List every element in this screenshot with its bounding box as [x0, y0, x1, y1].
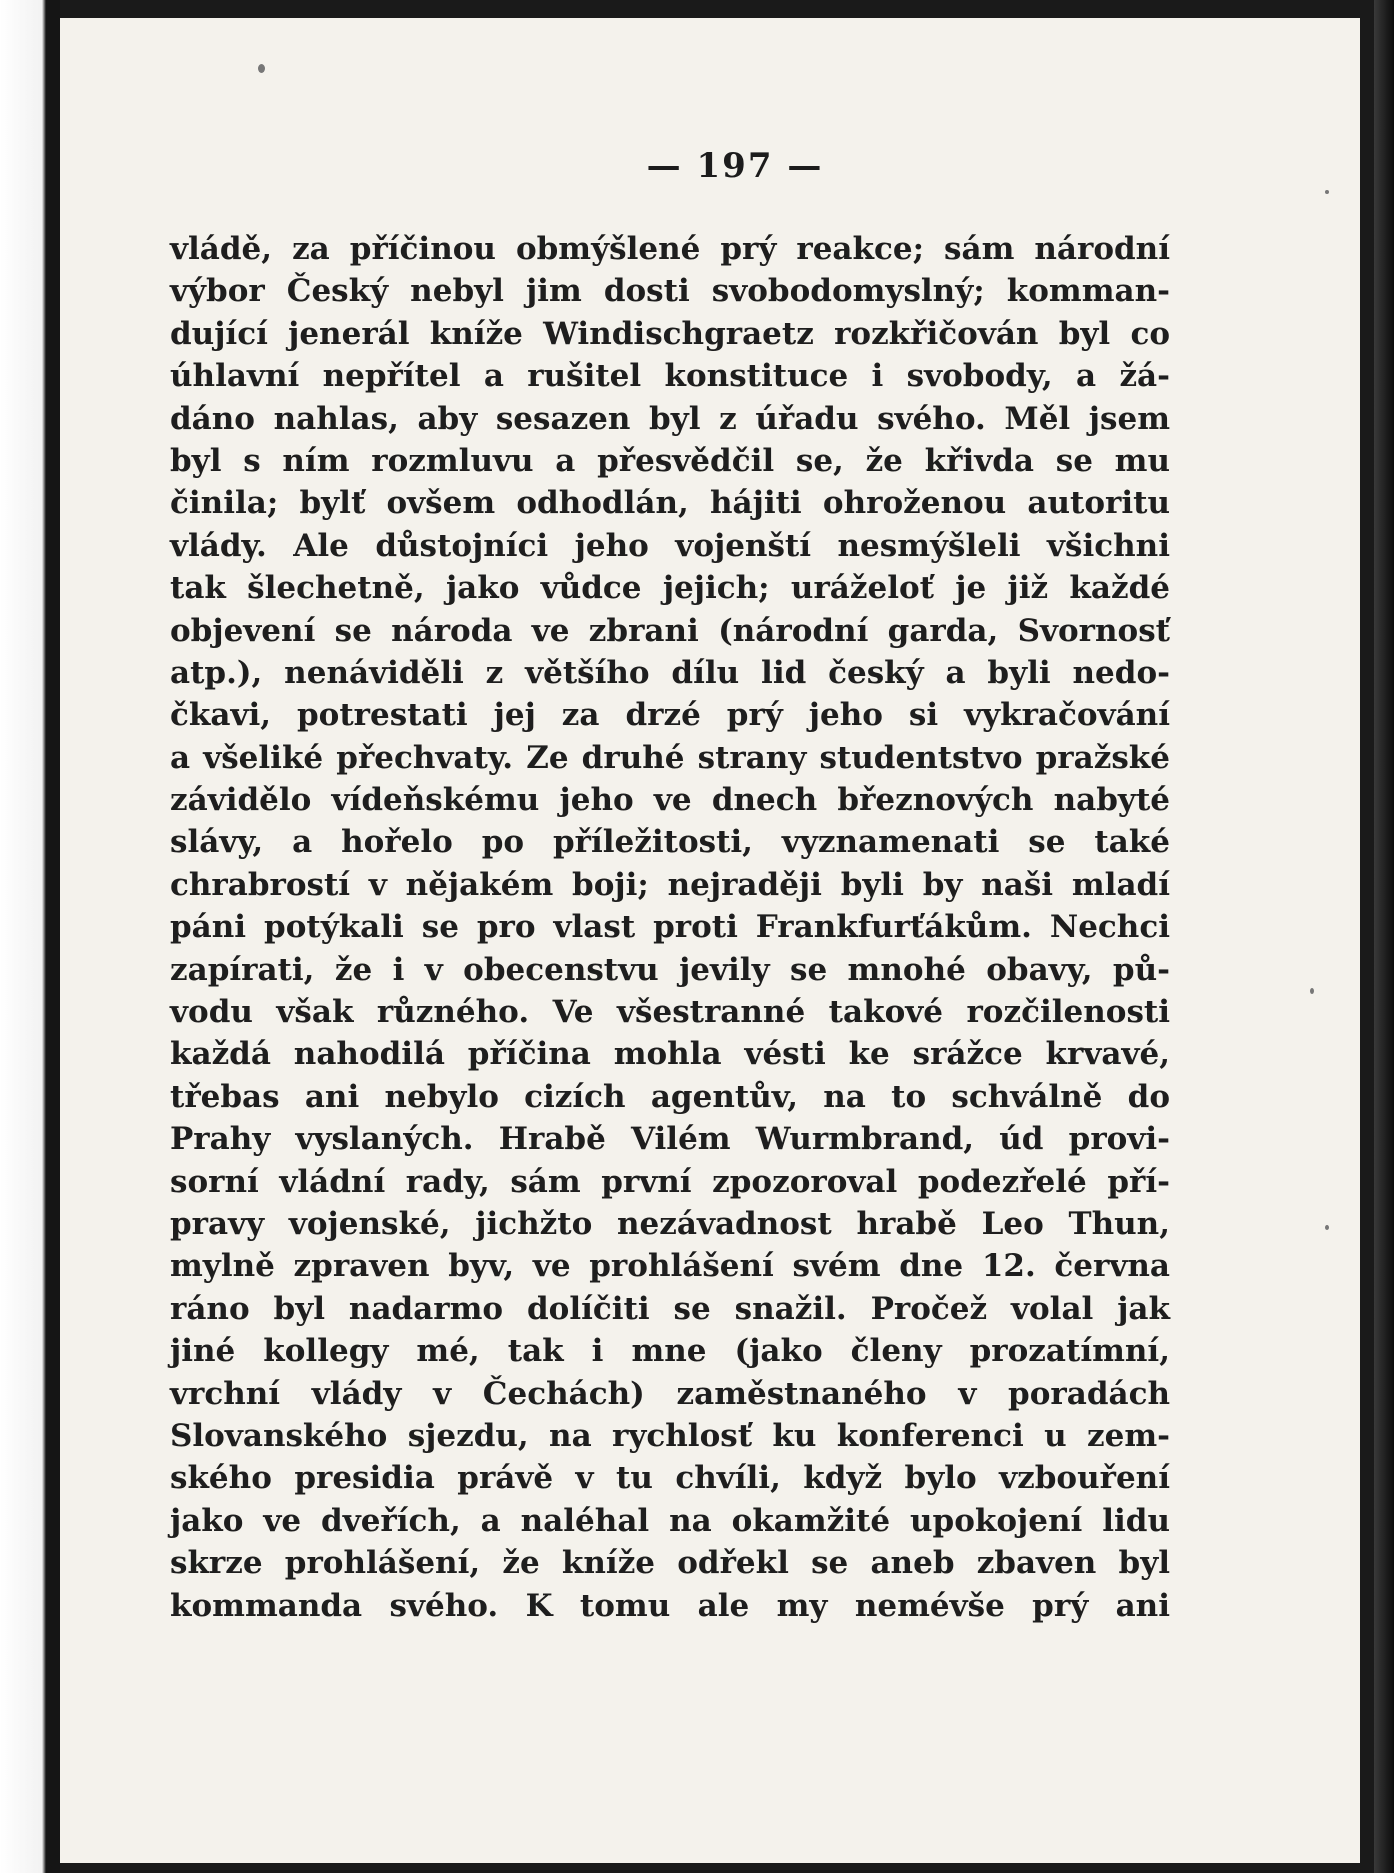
- text-line: třebas ani nebylo cizích agentův, na to schválně do: [170, 1078, 1170, 1115]
- text-line: zapírati, že i v obecenstvu jevily se mnohé obavy, pů-: [170, 951, 1170, 988]
- text-line: sorní vládní rady, sám první zpozoroval podezřelé pří-: [170, 1163, 1170, 1200]
- text-line: mylně zpraven byv, ve prohlášení svém dne 12. června: [170, 1248, 1170, 1285]
- text-line: dáno nahlas, aby sesazen byl z úřadu svého. Měl jsem: [170, 400, 1170, 437]
- text-line: a všeliké přechvaty. Ze druhé strany studentstvo pražské: [170, 739, 1170, 776]
- text-line: úhlavní nepřítel a rušitel konstituce i svobody, a žá-: [170, 358, 1170, 395]
- ink-speck: [258, 64, 265, 73]
- ink-speck: [1310, 988, 1314, 994]
- text-line: skrze prohlášení, že kníže odřekl se aneb zbaven byl: [170, 1545, 1170, 1582]
- text-line: ského presidia právě v tu chvíli, když bylo vzbouření: [170, 1460, 1170, 1497]
- text-line: Prahy vyslaných. Hrabě Vilém Wurmbrand, úd provi-: [170, 1121, 1170, 1158]
- text-line: závidělo vídeňskému jeho ve dnech březnových nabyté: [170, 782, 1170, 819]
- text-line: chrabrostí v nějakém boji; nejraději byli by naši mladí: [170, 866, 1170, 903]
- text-line: jako ve dveřích, a naléhal na okamžité upokojení lidu: [170, 1502, 1170, 1539]
- text-line: čkavi, potrestati jej za drzé prý jeho si vykračování: [170, 697, 1170, 734]
- ink-speck: [1325, 1225, 1329, 1230]
- text-line: vládě, za příčinou obmýšlené prý reakce; sám národní: [170, 231, 1170, 267]
- text-line: ráno byl nadarmo dolíčiti se snažil. Pročež volal jak: [170, 1290, 1170, 1327]
- text-line: byl s ním rozmluvu a přesvědčil se, že křivda se mu: [170, 442, 1170, 479]
- text-line: atp.), nenáviděli z většího dílu lid český a byli nedo-: [170, 654, 1170, 691]
- binding-edge: [0, 0, 60, 1873]
- body-text: [170, 228, 1170, 1627]
- text-line: slávy, a hořelo po příležitosti, vyznamenati se také: [170, 824, 1170, 861]
- text-line: kommanda svého. K tomu ale my nemévše prý ani: [170, 1587, 1170, 1624]
- ink-speck: [1325, 190, 1329, 194]
- text-line: jiné kollegy mé, tak i mne (jako členy prozatímní,: [170, 1333, 1170, 1370]
- text-line: páni potýkali se pro vlast proti Frankfurťákům. Nechci: [170, 909, 1170, 946]
- text-line: tak šlechetně, jako vůdce jejich; uráželoť je již každé: [170, 570, 1170, 607]
- text-line: pravy vojenské, jichžto nezávadnost hrabě Leo Thun,: [170, 1205, 1170, 1242]
- page-number: — 197 —: [646, 146, 824, 186]
- text-line: objevení se národa ve zbrani (národní garda, Svornosť: [170, 612, 1170, 649]
- text-line: vlády. Ale důstojníci jeho vojenští nesmýšleli všichni: [170, 527, 1170, 564]
- text-line: dující jenerál kníže Windischgraetz rozkřičován byl co: [170, 315, 1170, 352]
- text-line: činila; bylť ovšem odhodlán, hájiti ohroženou autoritu: [170, 485, 1170, 522]
- text-line: každá nahodilá příčina mohla vésti ke srážce krvavé,: [170, 1036, 1170, 1073]
- text-line: vodu však různého. Ve všestranné takové rozčilenosti: [170, 994, 1170, 1031]
- text-line: vrchní vlády v Čechách) zaměstnaného v poradách: [170, 1375, 1170, 1412]
- text-line: výbor Český nebyl jim dosti svobodomyslný; komman-: [170, 273, 1170, 310]
- page-shadow-edge: [1374, 0, 1394, 1873]
- text-line: Slovanského sjezdu, na rychlosť ku konferenci u zem-: [170, 1417, 1170, 1454]
